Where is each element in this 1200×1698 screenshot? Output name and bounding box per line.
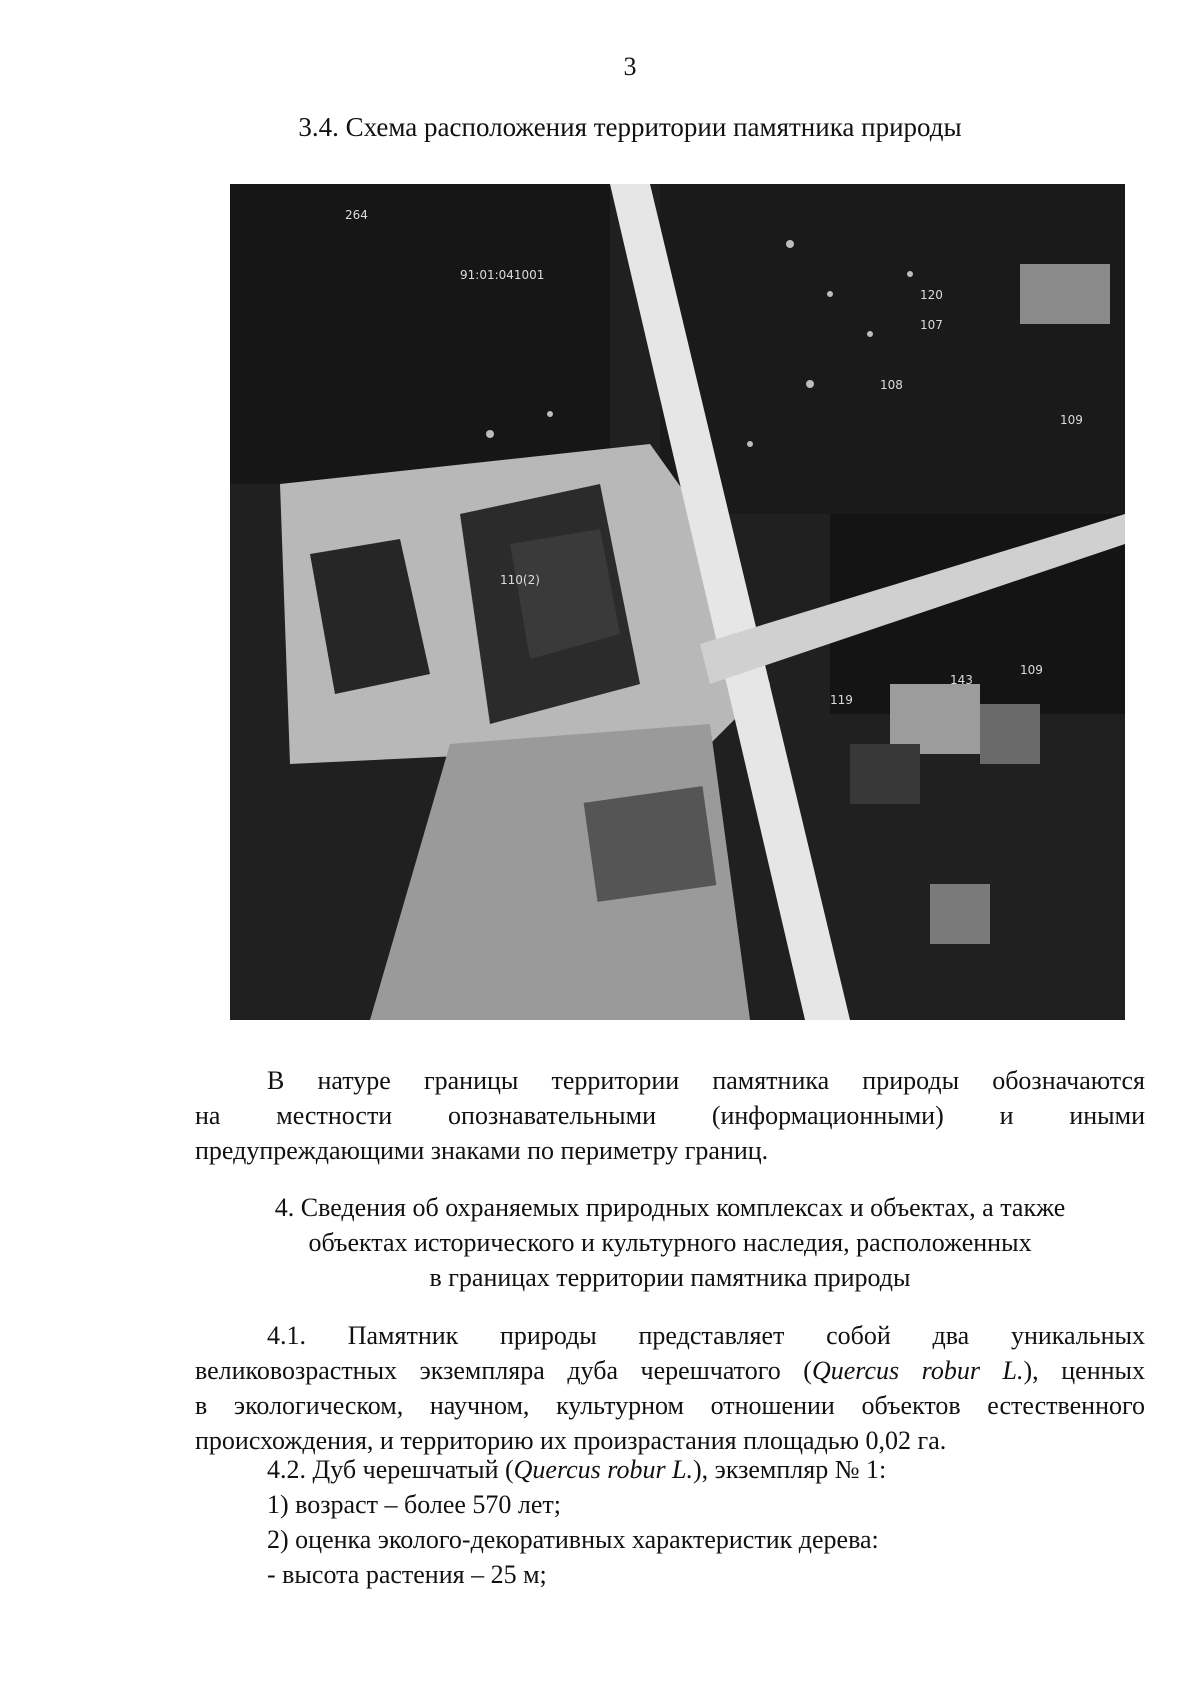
map-label: 91:01:041001 bbox=[460, 268, 545, 282]
paragraph-4-1 bbox=[195, 1318, 1145, 1458]
aerial-map-image bbox=[230, 184, 1125, 1020]
map-label: 109 bbox=[1020, 663, 1043, 677]
latin-name: Quercus robur L. bbox=[811, 1356, 1024, 1385]
text-line: предупреждающими знаками по периметру границ. bbox=[195, 1136, 769, 1165]
text-line: на местности опознавательными (информационными) и иными bbox=[195, 1101, 1145, 1130]
text-fragment: ), ценных bbox=[1023, 1356, 1145, 1385]
section-heading: 3.4. Схема расположения территории памятника природы bbox=[298, 112, 962, 142]
map-label: 107 bbox=[920, 318, 943, 332]
text-line: в экологическом, научном, культурном отношении объектов естественного bbox=[195, 1391, 1145, 1420]
text-line: происхождения, и территорию их произрастания площадью 0,02 га. bbox=[195, 1426, 947, 1455]
section-4-heading bbox=[195, 1190, 1145, 1295]
map-label: 110(2) bbox=[500, 573, 540, 587]
latin-name: Quercus robur L. bbox=[513, 1455, 694, 1484]
heading-line: 4. Сведения об охраняемых природных комплексах и объектах, а также bbox=[274, 1193, 1066, 1222]
aerial-map-svg bbox=[230, 184, 1125, 1020]
map-label: 120 bbox=[920, 288, 943, 302]
heading-line: объектах исторического и культурного наследия, расположенных bbox=[308, 1228, 1032, 1257]
map-label: 119 bbox=[830, 693, 853, 707]
list-item-age: 1) возраст – более 570 лет; bbox=[267, 1490, 562, 1519]
text-line bbox=[195, 1353, 1145, 1388]
map-label: 109 bbox=[1060, 413, 1083, 427]
paragraph-4-2 bbox=[267, 1452, 886, 1487]
text-fragment: великовозрастных экземпляра дуба черешчатого ( bbox=[195, 1356, 812, 1385]
list-item-height: - высота растения – 25 м; bbox=[267, 1560, 547, 1589]
text-line: В натуре границы территории памятника природы обозначаются bbox=[267, 1066, 1145, 1095]
page-number: 3 bbox=[623, 52, 637, 81]
text-line: 4.1. Памятник природы представляет собой два уникальных bbox=[267, 1321, 1145, 1350]
map-label: 264 bbox=[345, 208, 368, 222]
map-label: 143 bbox=[950, 673, 973, 687]
list-item-assessment: 2) оценка эколого-декоративных характеристик дерева: bbox=[267, 1525, 879, 1554]
text-fragment: 4.2. Дуб черешчатый ( bbox=[267, 1455, 514, 1484]
paragraph-boundaries bbox=[195, 1063, 1145, 1168]
map-label: 108 bbox=[880, 378, 903, 392]
heading-line: в границах территории памятника природы bbox=[429, 1263, 911, 1292]
text-fragment: ), экземпляр № 1: bbox=[693, 1455, 887, 1484]
